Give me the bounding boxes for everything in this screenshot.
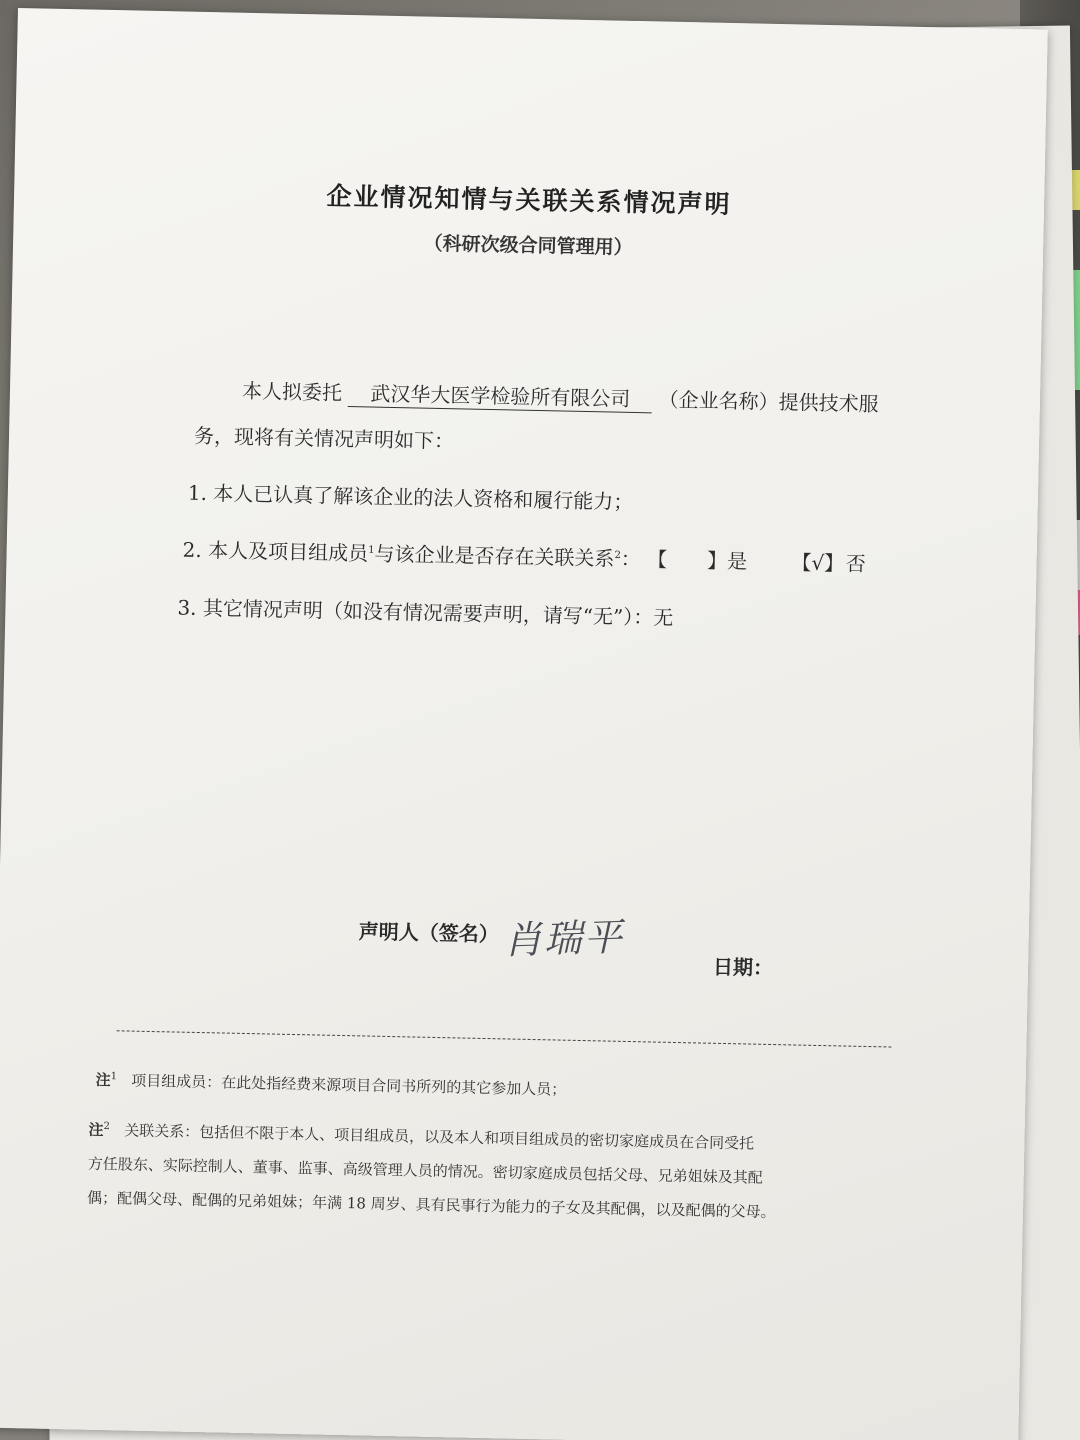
option-yes-label: 是	[726, 548, 748, 574]
item2-middle: 与该企业是否存在关联关系	[374, 541, 615, 571]
declaration-item-1: 1. 本人已认真了解该企业的法人资格和履行能力；	[187, 480, 634, 514]
option-no-box: 【√】	[791, 550, 845, 576]
intro-prefix: 本人拟委托	[241, 378, 343, 405]
intro-suffix: （企业名称）提供技术服	[658, 387, 879, 417]
date-label: 日期：	[712, 954, 774, 981]
footnote-1-head: 注	[95, 1070, 111, 1090]
footnote-2-sup: 2	[103, 1121, 111, 1133]
item2-prefix: 2. 本人及项目组成员	[182, 537, 369, 566]
intro-line-2: 务，现将有关情况声明如下：	[193, 423, 455, 454]
footnote-2	[87, 1110, 919, 1232]
document-title: 企业情况知情与关联关系情况声明	[326, 181, 732, 219]
option-yes-box: 【 】	[646, 547, 728, 573]
footnote-ref-2: 2	[614, 549, 621, 562]
declaration-item-3: 3. 其它情况声明（如没有情况需要声明，请写“无”）：无	[177, 595, 674, 630]
intro-line-1	[242, 375, 879, 418]
footnote-2-line-2: 方任股东、实际控制人、董事、监事、高级管理人员的情况。密切家庭成员包括父母、兄弟姐妹及其配	[87, 1154, 763, 1187]
footnote-1-text: 项目组成员：在此处指经费来源项目合同书所列的其它参加人员；	[131, 1071, 567, 1099]
footnote-1-sup: 1	[110, 1071, 118, 1083]
dashed-separator	[117, 1030, 892, 1047]
handwritten-signature: 肖瑞平	[503, 914, 625, 963]
footnote-ref-1: 1	[368, 544, 375, 556]
declaration-paper	[0, 8, 1048, 1440]
footnote-2-text-1: 关联关系：包括但不限于本人、项目组成员，以及本人和项目组成员的密切家庭成员在合同受托	[124, 1121, 755, 1153]
footnote-2-head: 注	[88, 1120, 104, 1140]
document-subtitle: （科研次级合同管理用）	[423, 232, 633, 259]
footnote-2-line-3: 偶；配偶父母、配偶的兄弟姐妹；年满 18 周岁、具有民事行为能力的子女及其配偶，以及配偶的父母。	[86, 1188, 776, 1222]
signer-label: 声明人（签名）	[358, 919, 499, 947]
footnote-1	[95, 1060, 566, 1107]
company-name-field: 武汉华大医学检验所有限公司	[348, 377, 653, 413]
option-no-label: 否	[845, 551, 867, 576]
item2-colon: ：	[620, 546, 642, 572]
declaration-item-2	[182, 534, 866, 577]
